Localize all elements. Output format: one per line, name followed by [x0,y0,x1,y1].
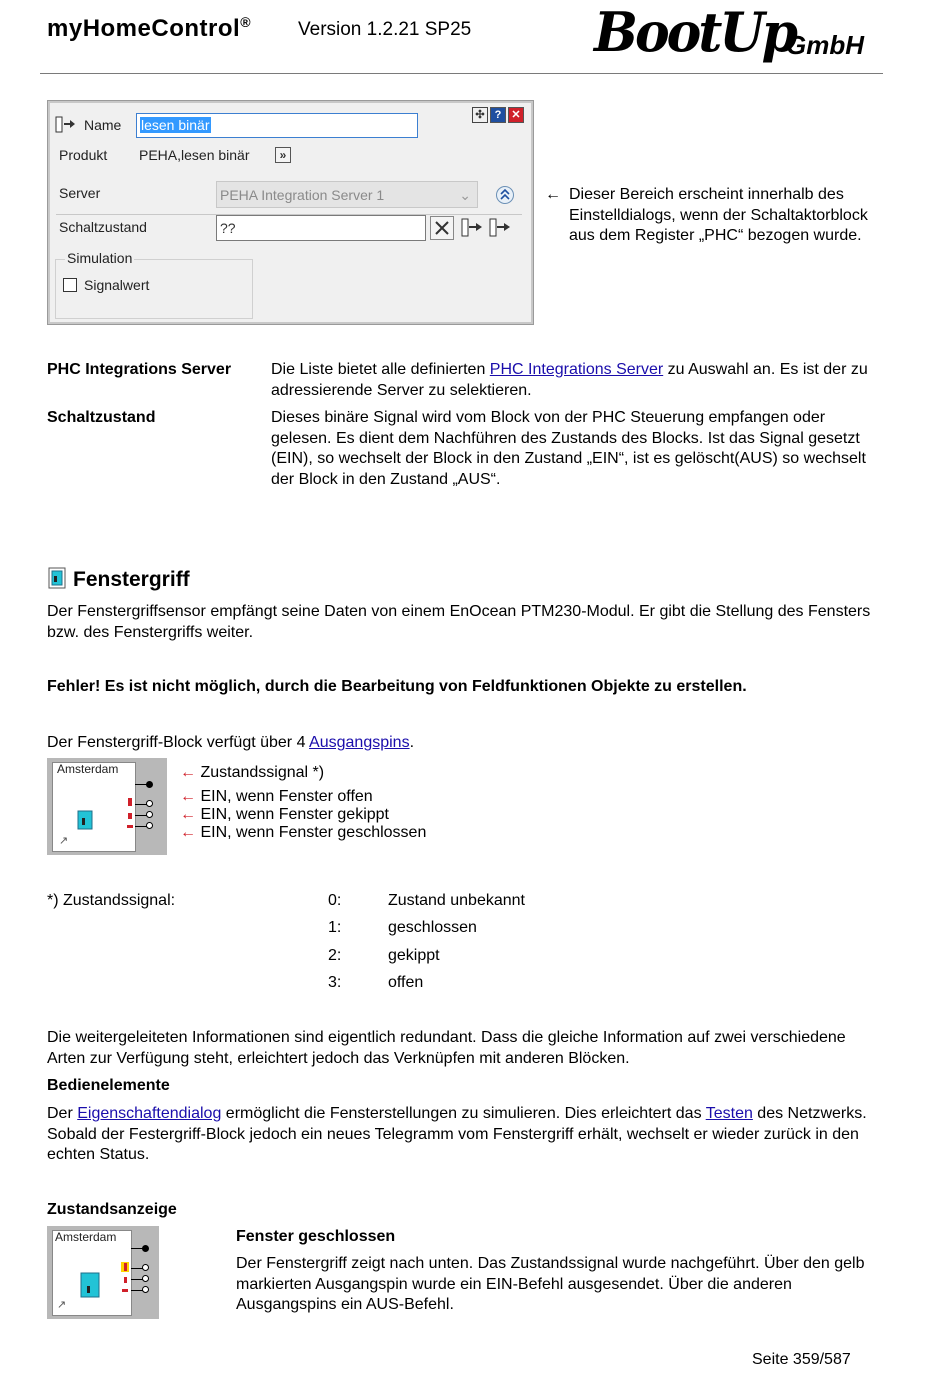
chevron-down-icon: ⌄ [459,187,471,203]
red-arrow-icon: ← [180,788,196,805]
term-schaltzustand: Schaltzustand [47,409,156,426]
pin-description-item: ← EIN, wenn Fenster geschlossen [180,824,427,841]
pin-description-item: ← EIN, wenn Fenster offen [180,788,373,805]
version-text: Version 1.2.21 SP25 [298,19,472,40]
server-navigate-icon[interactable] [495,185,515,208]
signalwert-checkbox[interactable] [63,278,77,292]
header-divider [40,73,883,74]
produkt-label: Produkt [59,147,108,163]
pin-description-item: ← Zustandssignal *) [180,764,325,781]
testen-link[interactable]: Testen [705,1105,753,1122]
status-heading: Zustandsanzeige [47,1201,177,1218]
resize-handle-icon: ↗ [57,1299,67,1311]
red-arrow-icon: ← [180,764,196,781]
expand-button[interactable]: » [275,147,291,163]
pins-sentence: Der Fenstergriff-Block verfügt über 4 Ausgangspins. [47,734,415,751]
output-pin-geschlossen[interactable] [146,822,153,829]
state-text: geschlossen [388,919,477,936]
pin-input-icon[interactable] [460,217,484,242]
eigenschaftendialog-link[interactable]: Eigenschaftendialog [77,1105,222,1122]
signalwert-label: Signalwert [84,277,150,293]
term-phc-server: PHC Integrations Server [47,361,232,378]
fenstergriff-block [47,758,167,855]
window-closed-icon [80,1272,100,1303]
name-value: lesen binär [141,117,210,133]
pin-marker-gekippt [124,1277,127,1283]
server-select[interactable] [216,181,478,208]
ausgangspins-link[interactable]: Ausgangspins [309,734,410,751]
section-title: Fenstergriff [73,568,190,591]
status-paragraph: Der Fenstergriff zeigt nach unten. Das Zustandssignal wurde nachgeführt. Über den gelb markierten Ausgangspin wurde ein EIN-Befehl ausgesendet. Über die anderen Ausgangspins ein AUS-Befehl. [236,1255,865,1313]
state-text: Zustand unbekannt [388,892,525,909]
status-subheading: Fenster geschlossen [236,1228,396,1245]
close-icon[interactable]: ✕ [508,107,524,123]
pin-marker-gekippt [128,813,132,819]
block-title: Amsterdam [55,1230,117,1244]
schaltzustand-value: ?? [220,220,236,236]
move-icon[interactable]: ✣ [472,107,488,123]
definition-schaltzustand: Dieses binäre Signal wird vom Block von der PHC Steuerung empfangen oder gelesen. Es dient dem Nachführen des Zustands des Blocks. Ist das Signal gesetzt (EIN), so wechselt der Block in den Zustand „EIN“, ist es gelöscht(AUS) so wechselt der Block in den Zustand „AUS“. [271,409,866,488]
phc-server-link[interactable]: PHC Integrations Server [489,361,664,378]
pin-marker-offen [124,1263,127,1271]
controls-paragraph: Der Eigenschaftendialog ermöglicht die Fensterstellungen zu simulieren. Dies erleichtert das Testen des Netzwerks. Sobald der Festergriff-Block jedoch ein neues Telegramm vom Fenstergriff erhält, wechselt er wieder zurück in den echten Status. [47,1105,867,1163]
pin-description-item: ← EIN, wenn Fenster gekippt [180,806,389,823]
output-pin-gekippt[interactable] [146,811,153,818]
pin-marker-offen [128,798,132,806]
company-logo-suffix: GmbH [786,30,864,60]
clear-button[interactable] [430,216,454,240]
help-icon[interactable]: ? [490,107,506,123]
controls-heading: Bedienelemente [47,1077,170,1094]
app-title: myHomeControl® [47,14,252,42]
name-field[interactable] [136,113,418,138]
produkt-value: PEHA,lesen binär [139,147,250,163]
output-pin-gekippt[interactable] [142,1275,149,1282]
output-pin-geschlossen[interactable] [142,1286,149,1293]
output-pin-offen[interactable] [146,800,153,807]
output-pin-state[interactable] [142,1245,149,1252]
fenstergriff-block-status [47,1226,159,1319]
resize-handle-icon: ↗ [59,835,69,847]
state-text: offen [388,974,424,991]
state-code: 1: [328,919,342,936]
note-arrow-icon: ← [545,186,561,203]
state-code: 3: [328,974,342,991]
page-number: Seite 359/587 [752,1351,851,1368]
settings-dialog [47,100,534,325]
redundant-paragraph: Die weitergeleiteten Informationen sind eigentlich redundant. Dass die gleiche Information auf zwei verschiedene Arten zur Verfügung steht, erleichtert jedoch das Verknüpfen mit anderen Blöcken. [47,1029,846,1067]
red-arrow-icon: ← [180,806,196,823]
pin-marker-geschlossen [122,1289,128,1292]
schaltzustand-field[interactable] [216,215,426,241]
pin-marker-geschlossen [127,825,133,828]
clear-x-icon [431,217,453,239]
block-io-icon [54,114,74,134]
state-code: 0: [328,892,342,909]
window-closed-icon [77,810,93,835]
definition-phc-server: Die Liste bietet alle definierten PHC Integrations Server zu Auswahl an. Es ist der zu adressierende Server zu selektieren. [271,361,868,399]
schaltzustand-label: Schaltzustand [59,219,147,235]
section-intro: Der Fenstergriffsensor empfängt seine Daten von einem EnOcean PTM230-Modul. Er gibt die Stellung des Fensters bzw. des Fenstergriffs weiter. [47,603,871,641]
server-value: PEHA Integration Server 1 [220,187,385,203]
output-pin-offen[interactable] [142,1264,149,1271]
output-pin-state[interactable] [146,781,153,788]
window-handle-icon [48,567,66,594]
red-arrow-icon: ← [180,824,196,841]
pin-output-icon[interactable] [488,217,512,242]
dialog-note: Dieser Bereich erscheint innerhalb des Einstelldialogs, wenn der Schaltaktorblock aus dem Register „PHC“ bezogen wurde. [569,186,868,244]
company-logo: BootUp [594,0,796,65]
server-label: Server [59,185,101,201]
name-label: Name [84,117,122,133]
error-message: Fehler! Es ist nicht möglich, durch die Bearbeitung von Feldfunktionen Objekte zu erstellen. [47,678,747,695]
state-text: gekippt [388,947,440,964]
state-code: 2: [328,947,342,964]
simulation-label: Simulation [67,250,133,266]
pin-descriptions [180,763,426,842]
block-title: Amsterdam [57,762,119,776]
state-label: *) Zustandssignal: [47,892,176,909]
